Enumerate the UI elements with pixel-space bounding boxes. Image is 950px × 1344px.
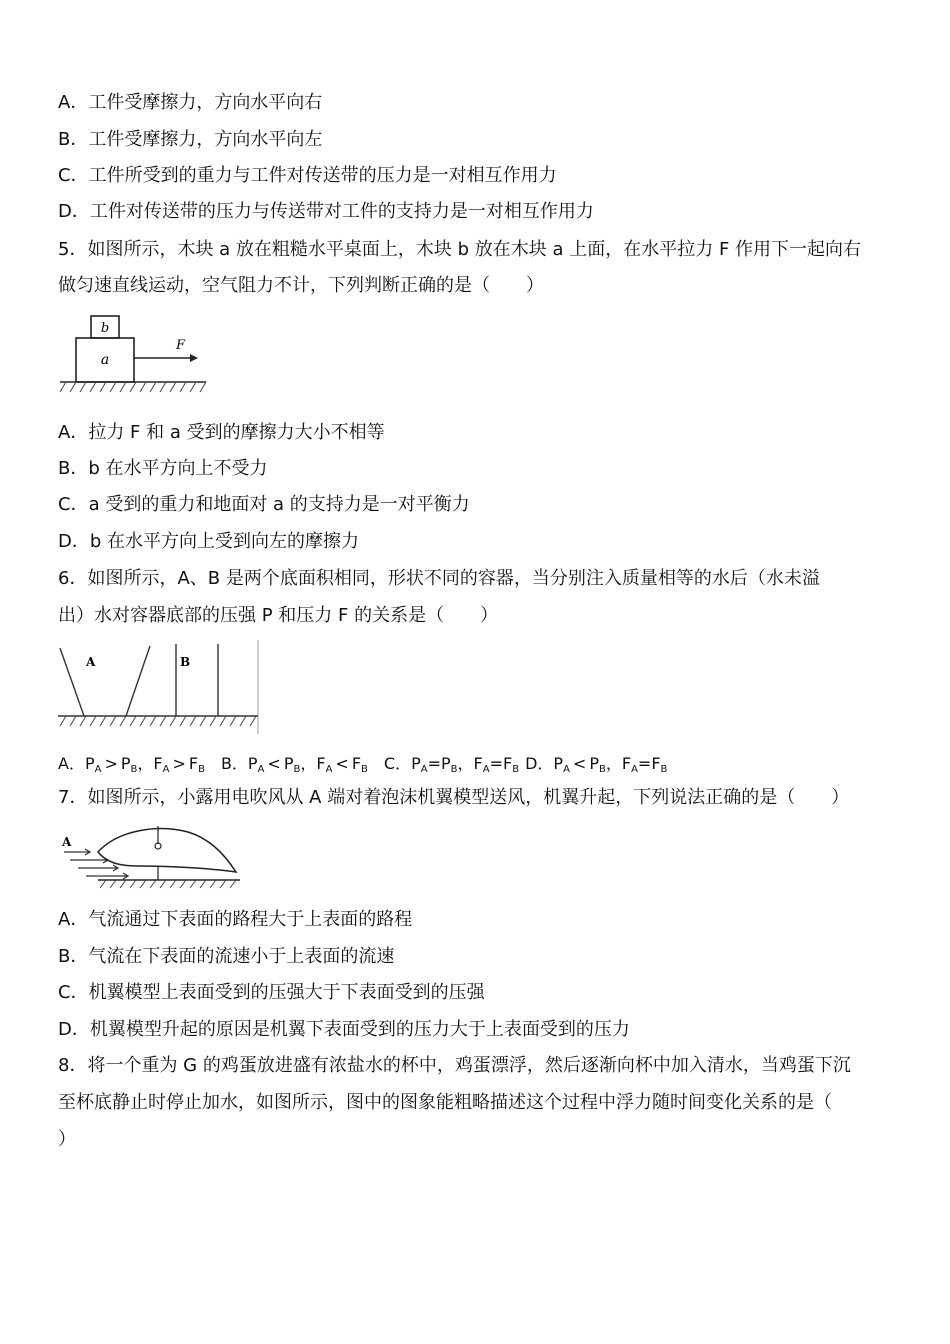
q8-stem-line1: 8．将一个重为 G 的鸡蛋放进盛有浓盐水的杯中，鸡蛋漂浮，然后逐渐向杯中加入清水，当鸡蛋下沉 — [58, 1055, 851, 1076]
ground-hatch — [100, 880, 236, 888]
q7-option-c: C．机翼模型上表面受到的压强大于下表面受到的压强 — [58, 982, 485, 1003]
container-b-label: B — [180, 655, 191, 669]
q5-option-a: A．拉力 F 和 a 受到的摩擦力大小不相等 — [58, 422, 385, 443]
container-a-label: A — [86, 655, 96, 669]
ground-hatch — [60, 716, 256, 726]
container-a-left-wall — [60, 648, 84, 716]
q8-stem-line2: 至杯底静止时停止加水，如图所示，图中的图象能粗略描述这个过程中浮力随时间变化关系的是（ — [58, 1092, 832, 1113]
q4-option-a: A．工件受摩擦力，方向水平向右 — [58, 92, 323, 113]
block-a-label: a — [100, 352, 110, 368]
force-arrow-head — [190, 354, 198, 362]
q5-stem-line1: 5．如图所示，木块 a 放在粗糙水平桌面上，木块 b 放在木块 a 上面，在水平拉力 F 作用下一起向右 — [58, 239, 862, 260]
container-a-right-wall — [126, 646, 150, 716]
q7-figure-wing — [58, 822, 248, 892]
q7-option-d: D．机翼模型升起的原因是机翼下表面受到的压力大于上表面受到的压力 — [58, 1019, 630, 1040]
q8-stem-line3: ） — [58, 1129, 76, 1150]
block-b-label: b — [100, 321, 110, 336]
q4-option-c: C．工件所受到的重力与工件对传送带的压力是一对相互作用力 — [58, 165, 557, 186]
q5-option-b: B．b 在水平方向上不受力 — [58, 458, 268, 479]
q6-option-a: A．$P_A > P_B$，$F_A > F_B$ — [58, 754, 205, 775]
q7-stem: 7．如图所示，小露用电吹风从 A 端对着泡沫机翼模型送风，机翼升起，下列说法正确的是（ ） — [58, 787, 850, 808]
q7-option-b: B．气流在下表面的流速小于上表面的流速 — [58, 946, 395, 967]
q5-option-c: C．a 受到的重力和地面对 a 的支持力是一对平衡力 — [58, 494, 470, 515]
q5-stem-line2: 做匀速直线运动，空气阻力不计，下列判断正确的是（ ） — [58, 275, 544, 296]
q4-option-d: D．工件对传送带的压力与传送带对工件的支持力是一对相互作用力 — [58, 201, 594, 222]
q6-options-row — [58, 752, 898, 782]
q7-option-a: A．气流通过下表面的路程大于上表面的路程 — [58, 909, 413, 930]
q6-figure-containers — [56, 638, 260, 738]
q6-option-d: D．$P_A < P_B$，$F_A=F_B$ — [525, 754, 668, 775]
wind-source-label: A — [62, 835, 72, 849]
q5-option-d: D．b 在水平方向上受到向左的摩擦力 — [58, 531, 360, 552]
q6-stem-line2: 出）水对容器底部的压强 P 和压力 F 的关系是（ ） — [58, 605, 499, 626]
q4-option-b: B．工件受摩擦力，方向水平向左 — [58, 129, 323, 150]
q6-stem-line1: 6．如图所示，A、B 是两个底面积相同，形状不同的容器，当分别注入质量相等的水后（水未溢 — [58, 568, 820, 589]
ground-hatch — [60, 382, 206, 392]
q6-option-b: B．$P_A < P_B$，$F_A < F_B$ — [220, 754, 368, 775]
force-label: F — [176, 338, 186, 353]
q5-figure-blocks — [58, 312, 208, 402]
wing-model — [98, 829, 236, 872]
q6-option-c: C．$P_A=P_B$，$F_A=F_B$ — [383, 754, 520, 775]
